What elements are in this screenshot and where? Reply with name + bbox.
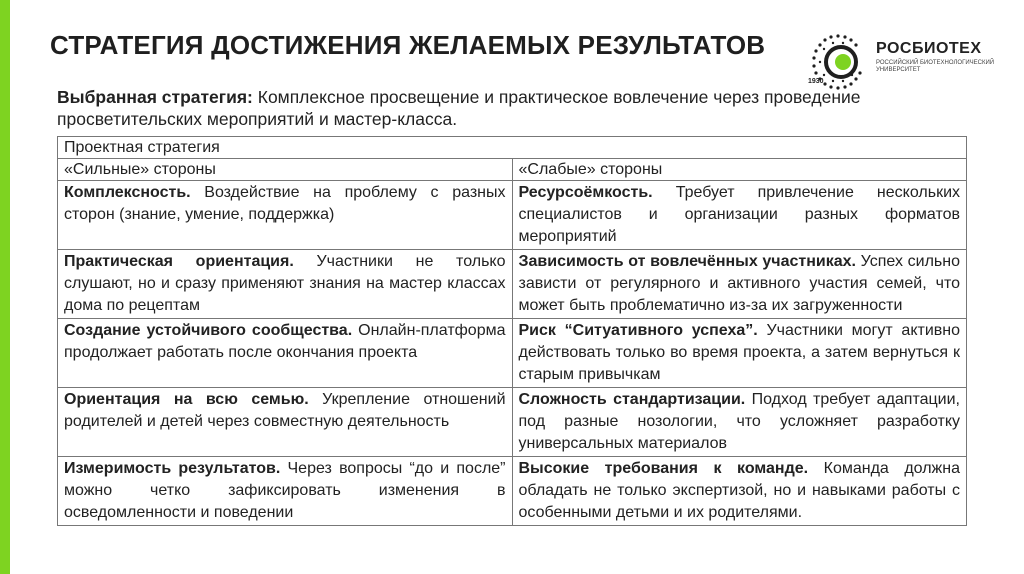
strong-cell bbox=[58, 319, 513, 388]
weak-text: Участники могут активно действовать только во время проекта, а затем вернуться к старым привычкам bbox=[518, 322, 960, 383]
strong-cell bbox=[58, 250, 513, 319]
strong-cell bbox=[58, 388, 513, 457]
weak-cell bbox=[512, 319, 967, 388]
column-header-strong: «Сильные» стороны bbox=[58, 159, 513, 181]
weak-title: Ресурсоёмкость. bbox=[518, 184, 653, 201]
weak-text: Успех сильно зависти от регулярного и активного участия семей, что может быть проблематично из-за их загруженности bbox=[518, 253, 960, 314]
weak-cell bbox=[512, 457, 967, 526]
accent-bar bbox=[0, 0, 10, 574]
strong-text: Участники не только слушают, но и сразу применяют знания на мастер классах дома по рецептам bbox=[64, 253, 506, 314]
strong-text: Укрепление отношений родителей и детей через совместную деятельность bbox=[64, 391, 506, 430]
strong-title: Измеримость результатов. bbox=[64, 460, 281, 477]
weak-cell bbox=[512, 181, 967, 250]
table-caption: Проектная стратегия bbox=[58, 137, 967, 159]
strategy-intro bbox=[57, 86, 967, 130]
table-row bbox=[58, 250, 967, 319]
slide-title: СТРАТЕГИЯ ДОСТИЖЕНИЯ ЖЕЛАЕМЫХ РЕЗУЛЬТАТОВ bbox=[50, 30, 766, 60]
weak-text: Команда должна обладать не только экспертизой, но и навыками работы с особенными детьми и их родителями. bbox=[518, 460, 960, 521]
logo-text bbox=[876, 40, 996, 74]
strong-title: Ориентация на всю семью. bbox=[64, 391, 309, 408]
strategy-label: Выбранная стратегия: bbox=[57, 87, 253, 107]
table-row bbox=[58, 388, 967, 457]
strong-title: Создание устойчивого сообщества. bbox=[64, 322, 353, 339]
strong-title: Практическая ориентация. bbox=[64, 253, 294, 270]
strong-text: Онлайн-платформа продолжает работать после окончания проекта bbox=[64, 322, 506, 361]
strong-cell bbox=[58, 457, 513, 526]
table-row bbox=[58, 319, 967, 388]
weak-text: Требует привлечение нескольких специалистов и организации разных форматов мероприятий bbox=[518, 184, 960, 245]
logo-year: 1930 bbox=[808, 78, 824, 85]
strong-title: Комплексность. bbox=[64, 184, 191, 201]
weak-title: Зависимость от вовлечённых участниках. bbox=[518, 253, 856, 270]
strategy-text: Комплексное просвещение и практическое вовлечение через проведение просветительских мероприятий и мастер-класса. bbox=[57, 87, 861, 129]
weak-cell bbox=[512, 250, 967, 319]
logo-subtitle: РОССИЙСКИЙ БИОТЕХНОЛОГИЧЕСКИЙ УНИВЕРСИТЕТ bbox=[876, 60, 995, 73]
strong-text: Воздействие на проблему с разных сторон (знание, умение, поддержка) bbox=[64, 184, 506, 223]
weak-cell bbox=[512, 388, 967, 457]
logo-name: РОСБИОТЕХ bbox=[876, 40, 982, 57]
strong-cell bbox=[58, 181, 513, 250]
weak-title: Сложность стандартизации. bbox=[518, 391, 746, 408]
strong-text: Через вопросы “до и после” можно четко зафиксировать изменения в осведомленности и поведении bbox=[64, 460, 506, 521]
table-row bbox=[58, 457, 967, 526]
table-row bbox=[58, 181, 967, 250]
column-header-weak: «Слабые» стороны bbox=[512, 159, 967, 181]
weak-text: Подход требует адаптации, под разные нозологии, что усложняет разработку универсальных материалов bbox=[518, 391, 960, 452]
weak-title: Риск “Ситуативного успеха”. bbox=[518, 322, 758, 339]
strategy-table bbox=[57, 136, 967, 526]
weak-title: Высокие требования к команде. bbox=[518, 460, 809, 477]
university-logo bbox=[808, 32, 1018, 92]
